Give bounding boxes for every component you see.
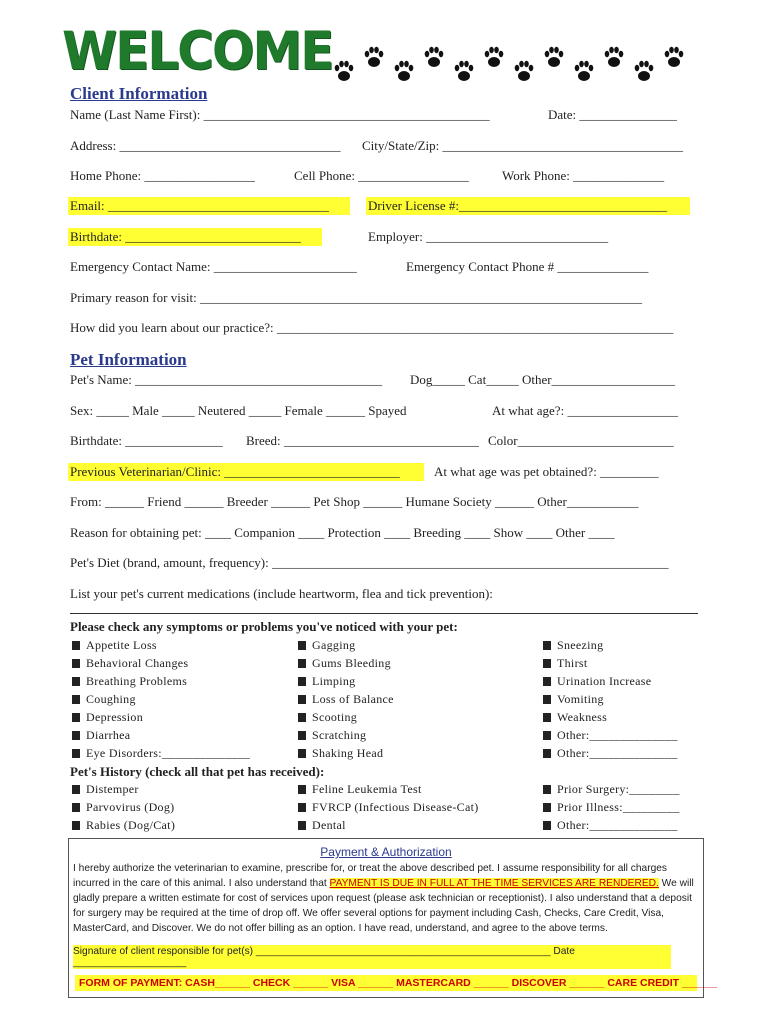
date-field[interactable]: Date: _______________ xyxy=(548,107,677,122)
checkbox-icon[interactable] xyxy=(298,785,306,794)
checkbox-icon[interactable] xyxy=(72,641,80,650)
welcome-title: WELCOME xyxy=(62,20,333,82)
symptom-eye-disorders[interactable]: Eye Disorders:______________ xyxy=(72,746,250,761)
checkbox-icon[interactable] xyxy=(298,713,306,722)
pet-information-heading: Pet Information xyxy=(70,350,187,369)
payment-due-warning: PAYMENT IS DUE IN FULL AT THE TIME SERVICES ARE RENDERED. xyxy=(329,878,659,889)
symptom-shaking-head[interactable]: Shaking Head xyxy=(298,746,383,761)
checkbox-icon[interactable] xyxy=(298,749,306,758)
symptom-loss-of-balance[interactable]: Loss of Balance xyxy=(298,692,394,707)
symptoms-heading: Please check any symptoms or problems you've noticed with your pet: xyxy=(70,619,458,634)
checkbox-icon[interactable] xyxy=(72,749,80,758)
cell-phone-field[interactable]: Cell Phone: _________________ xyxy=(294,168,469,183)
pet-history-heading: Pet's History (check all that pet has received): xyxy=(70,764,325,779)
checkbox-icon[interactable] xyxy=(543,695,551,704)
obtained-from-field[interactable]: From: ______ Friend ______ Breeder ______ Pet Shop ______ Humane Society ______ Other___________ xyxy=(70,494,639,509)
paw-prints-decoration xyxy=(330,40,700,90)
history-fvrcp[interactable]: FVRCP (Infectious Disease-Cat) xyxy=(298,800,479,815)
checkbox-icon[interactable] xyxy=(72,713,80,722)
symptom-thirst[interactable]: Thirst xyxy=(543,656,587,671)
checkbox-icon[interactable] xyxy=(298,659,306,668)
paw-prints-icon xyxy=(330,40,700,90)
checkbox-icon[interactable] xyxy=(543,713,551,722)
employer-field[interactable]: Employer: ____________________________ xyxy=(368,229,609,244)
medications-answer-line[interactable] xyxy=(70,613,698,614)
checkbox-icon[interactable] xyxy=(543,677,551,686)
client-name-field[interactable]: Name (Last Name First): ____________________________________________ xyxy=(70,107,490,122)
client-birthdate-field[interactable]: Birthdate: ___________________________ xyxy=(68,228,322,246)
history-parvovirus[interactable]: Parvovirus (Dog) xyxy=(72,800,174,815)
age-obtained-field[interactable]: At what age was pet obtained?: _________ xyxy=(434,464,659,479)
checkbox-icon[interactable] xyxy=(72,677,80,686)
form-of-payment-field[interactable]: FORM OF PAYMENT: CASH______ CHECK ______ VISA ______ MASTERCARD ______ DISCOVER ______ CARE CREDIT ______ xyxy=(75,975,697,991)
symptom-breathing-problems[interactable]: Breathing Problems xyxy=(72,674,187,689)
symptom-vomiting[interactable]: Vomiting xyxy=(543,692,604,707)
symptom-scooting[interactable]: Scooting xyxy=(298,710,357,725)
symptom-gagging[interactable]: Gagging xyxy=(298,638,355,653)
checkbox-icon[interactable] xyxy=(72,695,80,704)
checkbox-icon[interactable] xyxy=(298,821,306,830)
symptom-diarrhea[interactable]: Diarrhea xyxy=(72,728,130,743)
species-field[interactable]: Dog_____ Cat_____ Other___________________ xyxy=(410,372,676,387)
spay-neuter-age-field[interactable]: At what age?: _________________ xyxy=(492,403,678,418)
address-field[interactable]: Address: __________________________________ xyxy=(70,138,341,153)
checkbox-icon[interactable] xyxy=(298,641,306,650)
payment-authorization-title: Payment & Authorization xyxy=(320,845,452,859)
history-rabies[interactable]: Rabies (Dog/Cat) xyxy=(72,818,175,833)
work-phone-field[interactable]: Work Phone: ______________ xyxy=(502,168,665,183)
symptom-urination-increase[interactable]: Urination Increase xyxy=(543,674,651,689)
symptom-coughing[interactable]: Coughing xyxy=(72,692,136,707)
symptom-behavioral-changes[interactable]: Behavioral Changes xyxy=(72,656,188,671)
symptom-scratching[interactable]: Scratching xyxy=(298,728,366,743)
checkbox-icon[interactable] xyxy=(72,785,80,794)
checkbox-icon[interactable] xyxy=(72,731,80,740)
authorization-text: I hereby authorize the veterinarian to examine, prescribe for, or treat the above described pet. I assume responsibility for all charges incurred in the care of this animal. I also understand that PAYMENT IS DUE IN FULL AT THE TIME SERVICES ARE RENDERED. We will gladly prepare a written estimate for cost of services upon request (please ask technician or receptionist). I also understand that a deposit for surgery may be required at the time of drop off. We offer several options for payment including Cash, Checks, Care Credit, Visa, MasterCard, and Discover. We do not offer billing as an option. I have read, understand, and agree to the above terms. xyxy=(73,863,694,934)
checkbox-icon[interactable] xyxy=(543,821,551,830)
checkbox-icon[interactable] xyxy=(298,695,306,704)
symptom-appetite-loss[interactable]: Appetite Loss xyxy=(72,638,157,653)
driver-license-field[interactable]: Driver License #:________________________________ xyxy=(366,197,690,215)
checkbox-icon[interactable] xyxy=(298,677,306,686)
previous-veterinarian-field[interactable]: Previous Veterinarian/Clinic: ___________________________ xyxy=(68,463,424,481)
history-dental[interactable]: Dental xyxy=(298,818,346,833)
symptom-depression[interactable]: Depression xyxy=(72,710,143,725)
pet-birthdate-field[interactable]: Birthdate: _______________ xyxy=(70,433,223,448)
payment-authorization-box xyxy=(68,838,718,998)
symptom-other-1[interactable]: Other:______________ xyxy=(543,728,678,743)
sex-field[interactable]: Sex: _____ Male _____ Neutered _____ Female ______ Spayed xyxy=(70,403,407,418)
symptom-other-2[interactable]: Other:______________ xyxy=(543,746,678,761)
pet-diet-field[interactable]: Pet's Diet (brand, amount, frequency): _____________________________________________________________ xyxy=(70,555,669,570)
learn-about-practice-field[interactable]: How did you learn about our practice?: _____________________________________________________________ xyxy=(70,320,674,335)
checkbox-icon[interactable] xyxy=(298,731,306,740)
history-prior-illness[interactable]: Prior Illness:_________ xyxy=(543,800,680,815)
signature-date-field[interactable]: Signature of client responsible for pet(s) ____________________________________________________ Date ____________________ xyxy=(73,945,671,969)
emergency-contact-phone-field[interactable]: Emergency Contact Phone # ______________ xyxy=(406,259,649,274)
checkbox-icon[interactable] xyxy=(72,821,80,830)
pet-name-field[interactable]: Pet's Name: ______________________________________ xyxy=(70,372,383,387)
checkbox-icon[interactable] xyxy=(543,641,551,650)
home-phone-field[interactable]: Home Phone: _________________ xyxy=(70,168,255,183)
city-state-zip-field[interactable]: City/State/Zip: _____________________________________ xyxy=(362,138,684,153)
client-information-heading: Client Information xyxy=(70,84,208,103)
checkbox-icon[interactable] xyxy=(543,731,551,740)
checkbox-icon[interactable] xyxy=(298,803,306,812)
breed-field[interactable]: Breed: ______________________________ xyxy=(246,433,479,448)
emergency-contact-name-field[interactable]: Emergency Contact Name: ______________________ xyxy=(70,259,357,274)
email-field[interactable]: Email: __________________________________ xyxy=(68,197,350,215)
history-feline-leukemia-test[interactable]: Feline Leukemia Test xyxy=(298,782,422,797)
color-field[interactable]: Color________________________ xyxy=(488,433,674,448)
checkbox-icon[interactable] xyxy=(543,785,551,794)
symptom-sneezing[interactable]: Sneezing xyxy=(543,638,603,653)
history-other[interactable]: Other:______________ xyxy=(543,818,678,833)
checkbox-icon[interactable] xyxy=(72,659,80,668)
symptom-gums-bleeding[interactable]: Gums Bleeding xyxy=(298,656,391,671)
history-distemper[interactable]: Distemper xyxy=(72,782,139,797)
symptom-weakness[interactable]: Weakness xyxy=(543,710,607,725)
checkbox-icon[interactable] xyxy=(543,659,551,668)
primary-reason-field[interactable]: Primary reason for visit: ____________________________________________________________________ xyxy=(70,290,642,305)
checkbox-icon[interactable] xyxy=(543,803,551,812)
medications-label: List your pet's current medications (include heartworm, flea and tick prevention): xyxy=(70,586,493,601)
checkbox-icon[interactable] xyxy=(543,749,551,758)
reason-obtaining-field[interactable]: Reason for obtaining pet: ____ Companion ____ Protection ____ Breeding ____ Show ____ Other ____ xyxy=(70,525,615,540)
history-prior-surgery[interactable]: Prior Surgery:________ xyxy=(543,782,680,797)
symptom-limping[interactable]: Limping xyxy=(298,674,355,689)
checkbox-icon[interactable] xyxy=(72,803,80,812)
